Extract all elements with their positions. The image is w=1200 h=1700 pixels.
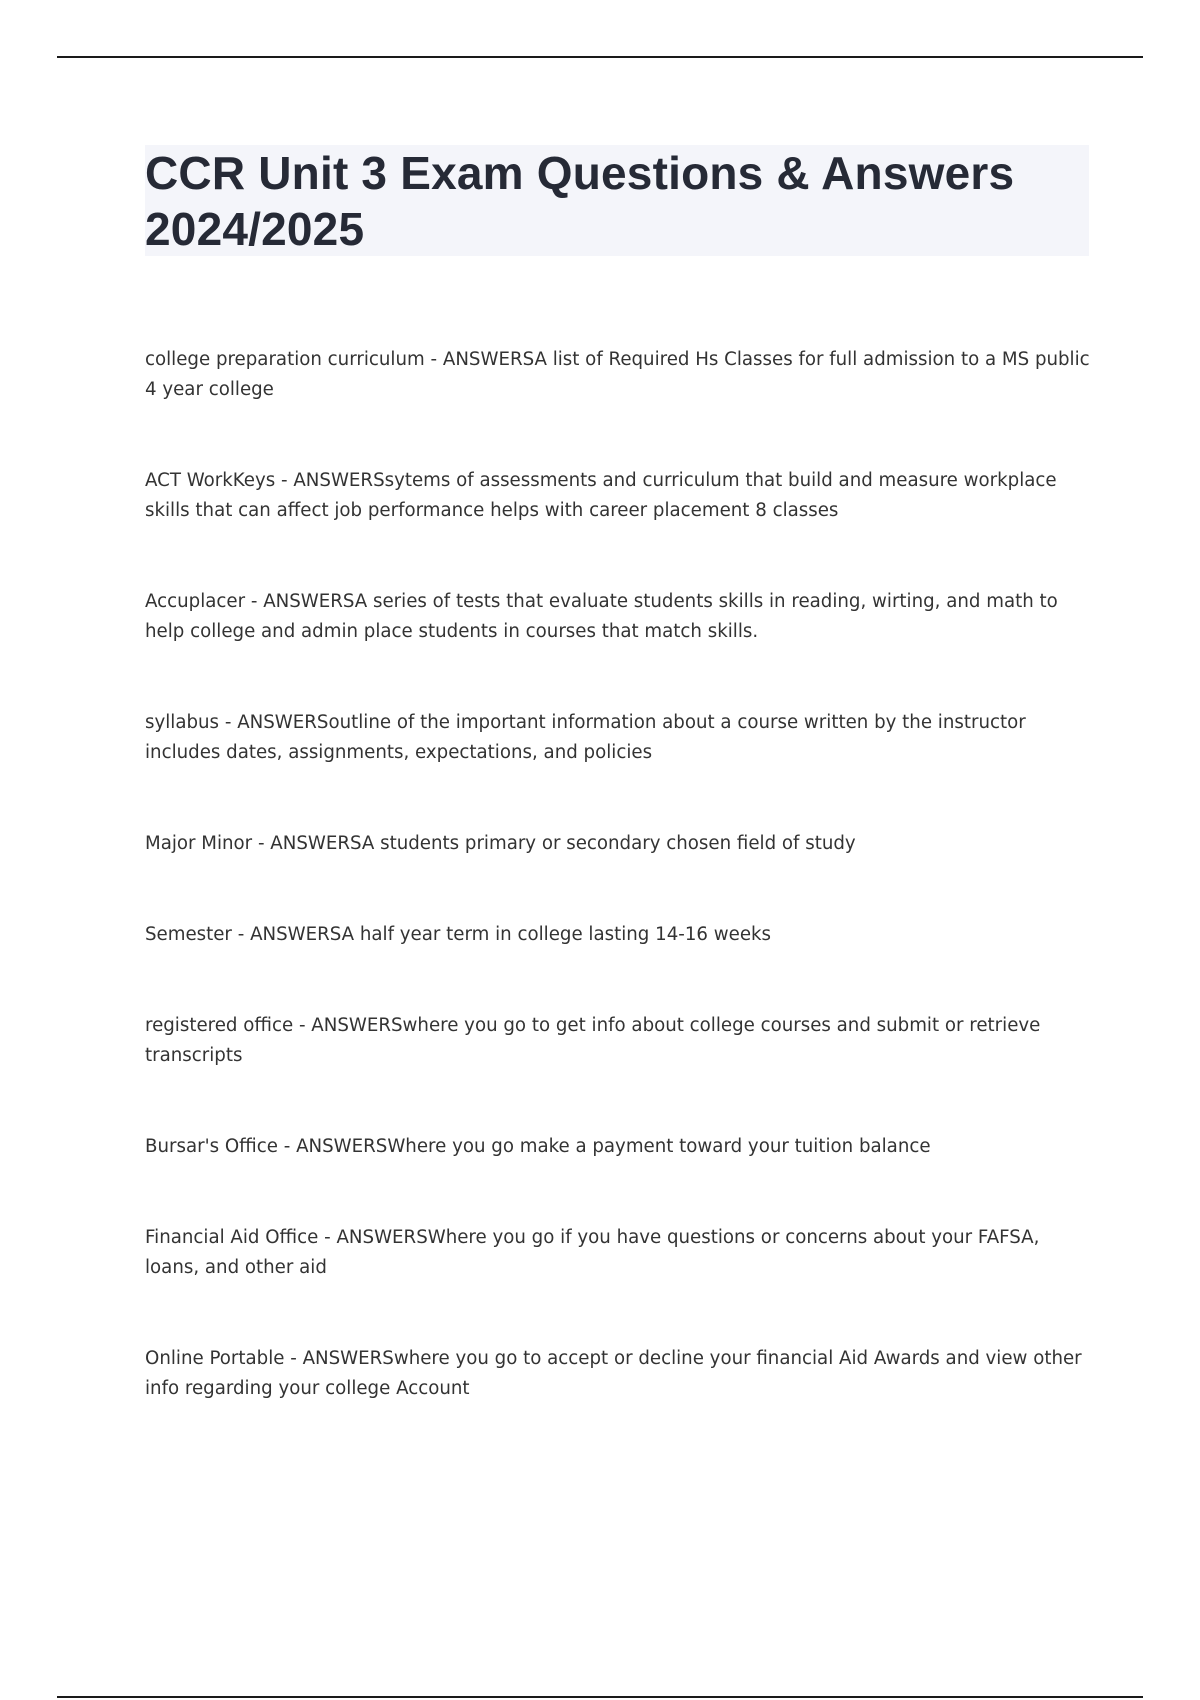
answer-marker: ANSWERS [311, 1015, 403, 1036]
answer-marker: ANSWERS [263, 591, 355, 612]
entry-separator: - [277, 1136, 297, 1157]
entry-definition: Where you go if you have questions or concerns about your FAFSA, loans, and other aid [145, 1227, 1040, 1278]
entry-separator: - [293, 1015, 312, 1036]
title-banner [145, 145, 1089, 256]
entry-definition: sytems of assessments and curriculum that build and measure workplace skills that can affect job performance helps with career placement 8 classes [145, 470, 1057, 521]
answer-marker: ANSWERS [237, 712, 329, 733]
entry-separator: - [252, 833, 271, 854]
entry-term: Semester [145, 924, 232, 945]
qa-entry [145, 1223, 1095, 1283]
entry-separator: - [318, 1227, 337, 1248]
entry-term: Bursar's Office [145, 1136, 278, 1157]
entry-definition: Where you go make a payment toward your tuition balance [387, 1136, 931, 1157]
qa-list [145, 345, 1095, 1465]
entry-term: syllabus [145, 712, 220, 733]
entry-definition: A students primary or secondary chosen field of study [361, 833, 856, 854]
entry-definition: A half year term in college lasting 14-16 weeks [341, 924, 772, 945]
qa-entry [145, 587, 1095, 647]
answer-marker: ANSWERS [336, 1227, 428, 1248]
entry-separator: - [424, 349, 443, 370]
entry-definition: A series of tests that evaluate students skills in reading, wirting, and math to help college and admin place students in courses that match skills. [145, 591, 1058, 642]
entry-definition: outline of the important information about a course written by the instructor includes dates, assignments, expectations, and policies [145, 712, 1026, 763]
entry-term: Accuplacer [145, 591, 246, 612]
page-title: CCR Unit 3 Exam Questions & Answers 2024/2025 [145, 147, 1015, 255]
entry-term: ACT WorkKeys [145, 470, 276, 491]
entry-term: Major Minor [145, 833, 253, 854]
answer-marker: ANSWERS [270, 833, 362, 854]
answer-marker: ANSWERS [250, 924, 342, 945]
entry-definition: A list of Required Hs Classes for full admission to a MS public 4 year college [145, 349, 1090, 400]
qa-entry [145, 708, 1095, 768]
qa-entry [145, 466, 1095, 526]
qa-entry [145, 345, 1095, 405]
entry-separator: - [284, 1348, 303, 1369]
entry-separator: - [231, 924, 251, 945]
qa-entry [145, 1132, 1095, 1162]
entry-term: Financial Aid Office [145, 1227, 319, 1248]
top-rule [57, 56, 1143, 58]
entry-separator: - [245, 591, 264, 612]
entry-definition: where you go to get info about college courses and submit or retrieve transcripts [145, 1015, 1041, 1066]
qa-entry [145, 920, 1095, 950]
entry-term: registered office [145, 1015, 294, 1036]
qa-entry [145, 1344, 1095, 1404]
answer-marker: ANSWERS [293, 470, 385, 491]
qa-entry [145, 829, 1095, 859]
entry-definition: where you go to accept or decline your financial Aid Awards and view other info regarding your college Account [145, 1348, 1082, 1399]
entry-term: Online Portable [145, 1348, 285, 1369]
answer-marker: ANSWERS [442, 349, 535, 370]
entry-term: college preparation curriculum [145, 349, 425, 370]
qa-entry [145, 1011, 1095, 1071]
entry-separator: - [275, 470, 294, 491]
bottom-rule [57, 1696, 1143, 1698]
entry-separator: - [219, 712, 238, 733]
answer-marker: ANSWERS [296, 1136, 388, 1157]
answer-marker: ANSWERS [302, 1348, 394, 1369]
